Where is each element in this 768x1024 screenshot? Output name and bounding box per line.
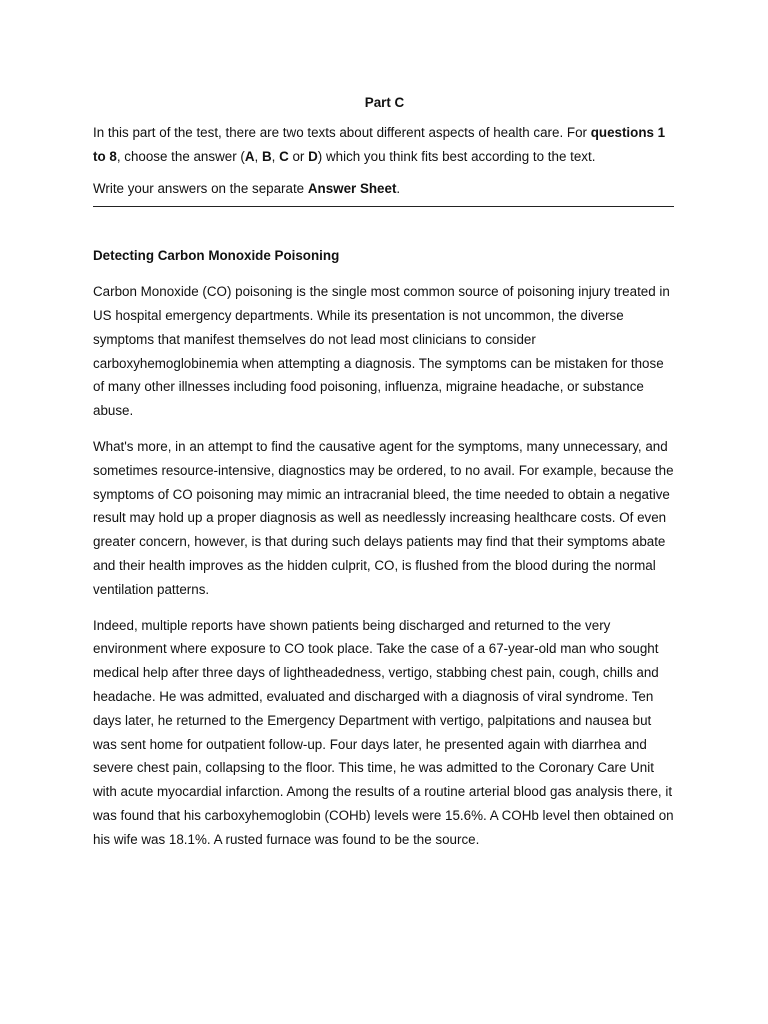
instruction-after: . xyxy=(396,180,401,196)
part-title: Part C xyxy=(364,95,405,110)
article-paragraph-2: What's more, in an attempt to find the causative agent for the symptoms, many unnecessary, and sometimes resource-intensive, diagnostics may be ordered, to no avail. For example, because the symptoms of CO poisoning may mimic an intracranial bleed, the time needed to obtain a negative result may hold up a proper diagnosis as well as needlessly increasing healthcare costs. Of even greater concern, however, is that during such delays patients may find that their symptoms abate and their health improves as the hidden culprit, CO, is flushed from the blood during the normal ventilation patterns. xyxy=(93,438,674,597)
article-title: Detecting Carbon Monoxide Poisoning xyxy=(93,248,340,264)
answer-sheet-label: Answer Sheet xyxy=(307,180,397,196)
document-page xyxy=(93,93,676,864)
intro-text-c: ) which you think fits best according to the text. xyxy=(317,148,596,164)
option-c: C xyxy=(279,148,289,164)
separator: , xyxy=(254,148,262,164)
article-paragraph-3: Indeed, multiple reports have shown patients being discharged and returned to the very environment where exposure to CO took place. Take the case of a 67-year-old man who sought medical help after three days of lightheadedness, vertigo, stabbing chest pain, cough, chills and headache. He was admitted, evaluated and discharged with a diagnosis of viral syndrome. Ten days later, he returned to the Emergency Department with vertigo, palpitations and nausea but was sent home for outpatient follow-up. Four days later, he presented again with diarrhea and severe chest pain, collapsing to the floor. This time, he was admitted to the Coronary Care Unit with acute myocardial infarction. Among the results of a routine arterial blood gas analysis there, it was found that his carboxyhemoglobin (COHb) levels were 15.6%. A COHb level then obtained on his wife was 18.1%. A rusted furnace was found to be the source. xyxy=(93,617,674,847)
instruction-text xyxy=(93,177,676,201)
separator: or xyxy=(288,148,309,164)
intro-text xyxy=(93,121,676,169)
divider-rule xyxy=(93,206,674,207)
option-d: D xyxy=(308,148,318,164)
option-a: A xyxy=(244,148,255,164)
option-b: B xyxy=(261,148,272,164)
intro-text-b: , choose the answer ( xyxy=(116,148,245,164)
intro-text-a: In this part of the test, there are two texts about different aspects of health care. For xyxy=(93,125,591,140)
article-paragraph-1: Carbon Monoxide (CO) poisoning is the single most common source of poisoning injury treated in US hospital emergency departments. While its presentation is not uncommon, the diverse symptoms that manifest themselves do not lead most clinicians to consider carboxyhemoglobinemia when attempting a diagnosis. The symptoms can be mistaken for those of many other illnesses including food poisoning, influenza, migraine headache, or substance abuse. xyxy=(93,284,670,419)
instruction-before: Write your answers on the separate xyxy=(93,180,308,196)
separator: , xyxy=(271,148,280,164)
questions-range: questions 1 to 8 xyxy=(93,125,666,164)
